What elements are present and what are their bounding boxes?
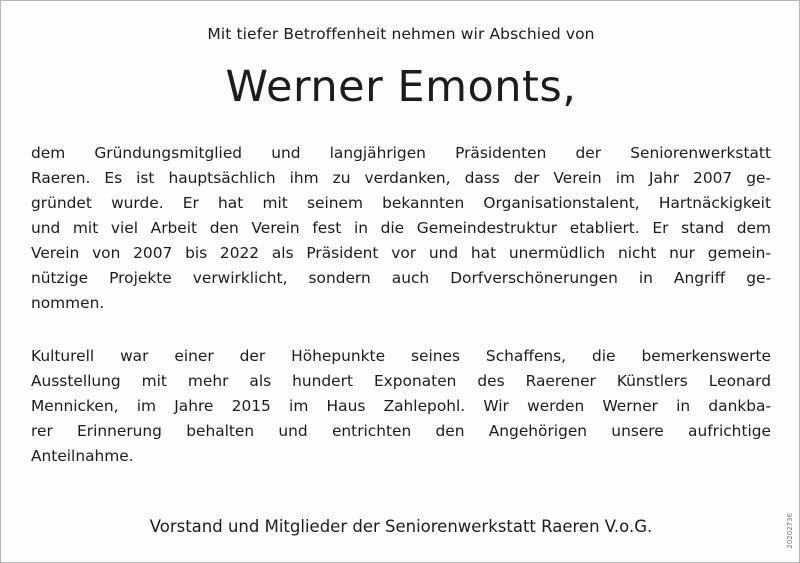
- paragraph-1-line: nützige Projekte verwirklicht, sondern auch Dorfverschönerungen in Angriff ge-: [31, 269, 771, 287]
- reference-code: 20202736: [786, 513, 794, 549]
- intro-text: Mit tiefer Betroffenheit nehmen wir Abschied von: [207, 25, 595, 43]
- paragraph-2-line: Kulturell war einer der Höhepunkte seines Schaffens, die bemerkenswerte: [31, 347, 771, 365]
- paragraph-1-line: Verein von 2007 bis 2022 als Präsident vor und hat unermüdlich nicht nur gemein-: [31, 244, 771, 262]
- signature: Vorstand und Mitglieder der Seniorenwerkstatt Raeren V.o.G.: [149, 517, 653, 536]
- paragraph-2-line: rer Erinnerung behalten und entrichten den Angehörigen unsere aufrichtige: [31, 422, 771, 440]
- paragraph-1-line: gründet wurde. Er hat mit seinem bekannten Organisationstalent, Hartnäckigkeit: [31, 194, 771, 212]
- paragraph-1-line: und mit viel Arbeit den Verein fest in die Gemeindestruktur etabliert. Er stand dem: [31, 219, 771, 237]
- paragraph-1-line: nommen.: [31, 294, 105, 312]
- paragraph-2-line: Anteilnahme.: [31, 447, 134, 465]
- paragraph-1-line: Raeren. Es ist hauptsächlich ihm zu verdanken, dass der Verein im Jahr 2007 ge-: [31, 169, 771, 187]
- paragraph-2-line: Ausstellung mit mehr als hundert Exponaten des Raerener Künstlers Leonard: [31, 372, 771, 390]
- deceased-name: Werner Emonts,: [225, 62, 577, 112]
- paragraph-2: [31, 344, 771, 469]
- paragraph-2-line: Mennicken, im Jahre 2015 im Haus Zahlepohl. Wir werden Werner in dankba-: [31, 397, 771, 415]
- paragraph-1: [31, 141, 771, 316]
- paragraph-1-line: dem Gründungsmitglied und langjährigen Präsidenten der Seniorenwerkstatt: [31, 144, 771, 162]
